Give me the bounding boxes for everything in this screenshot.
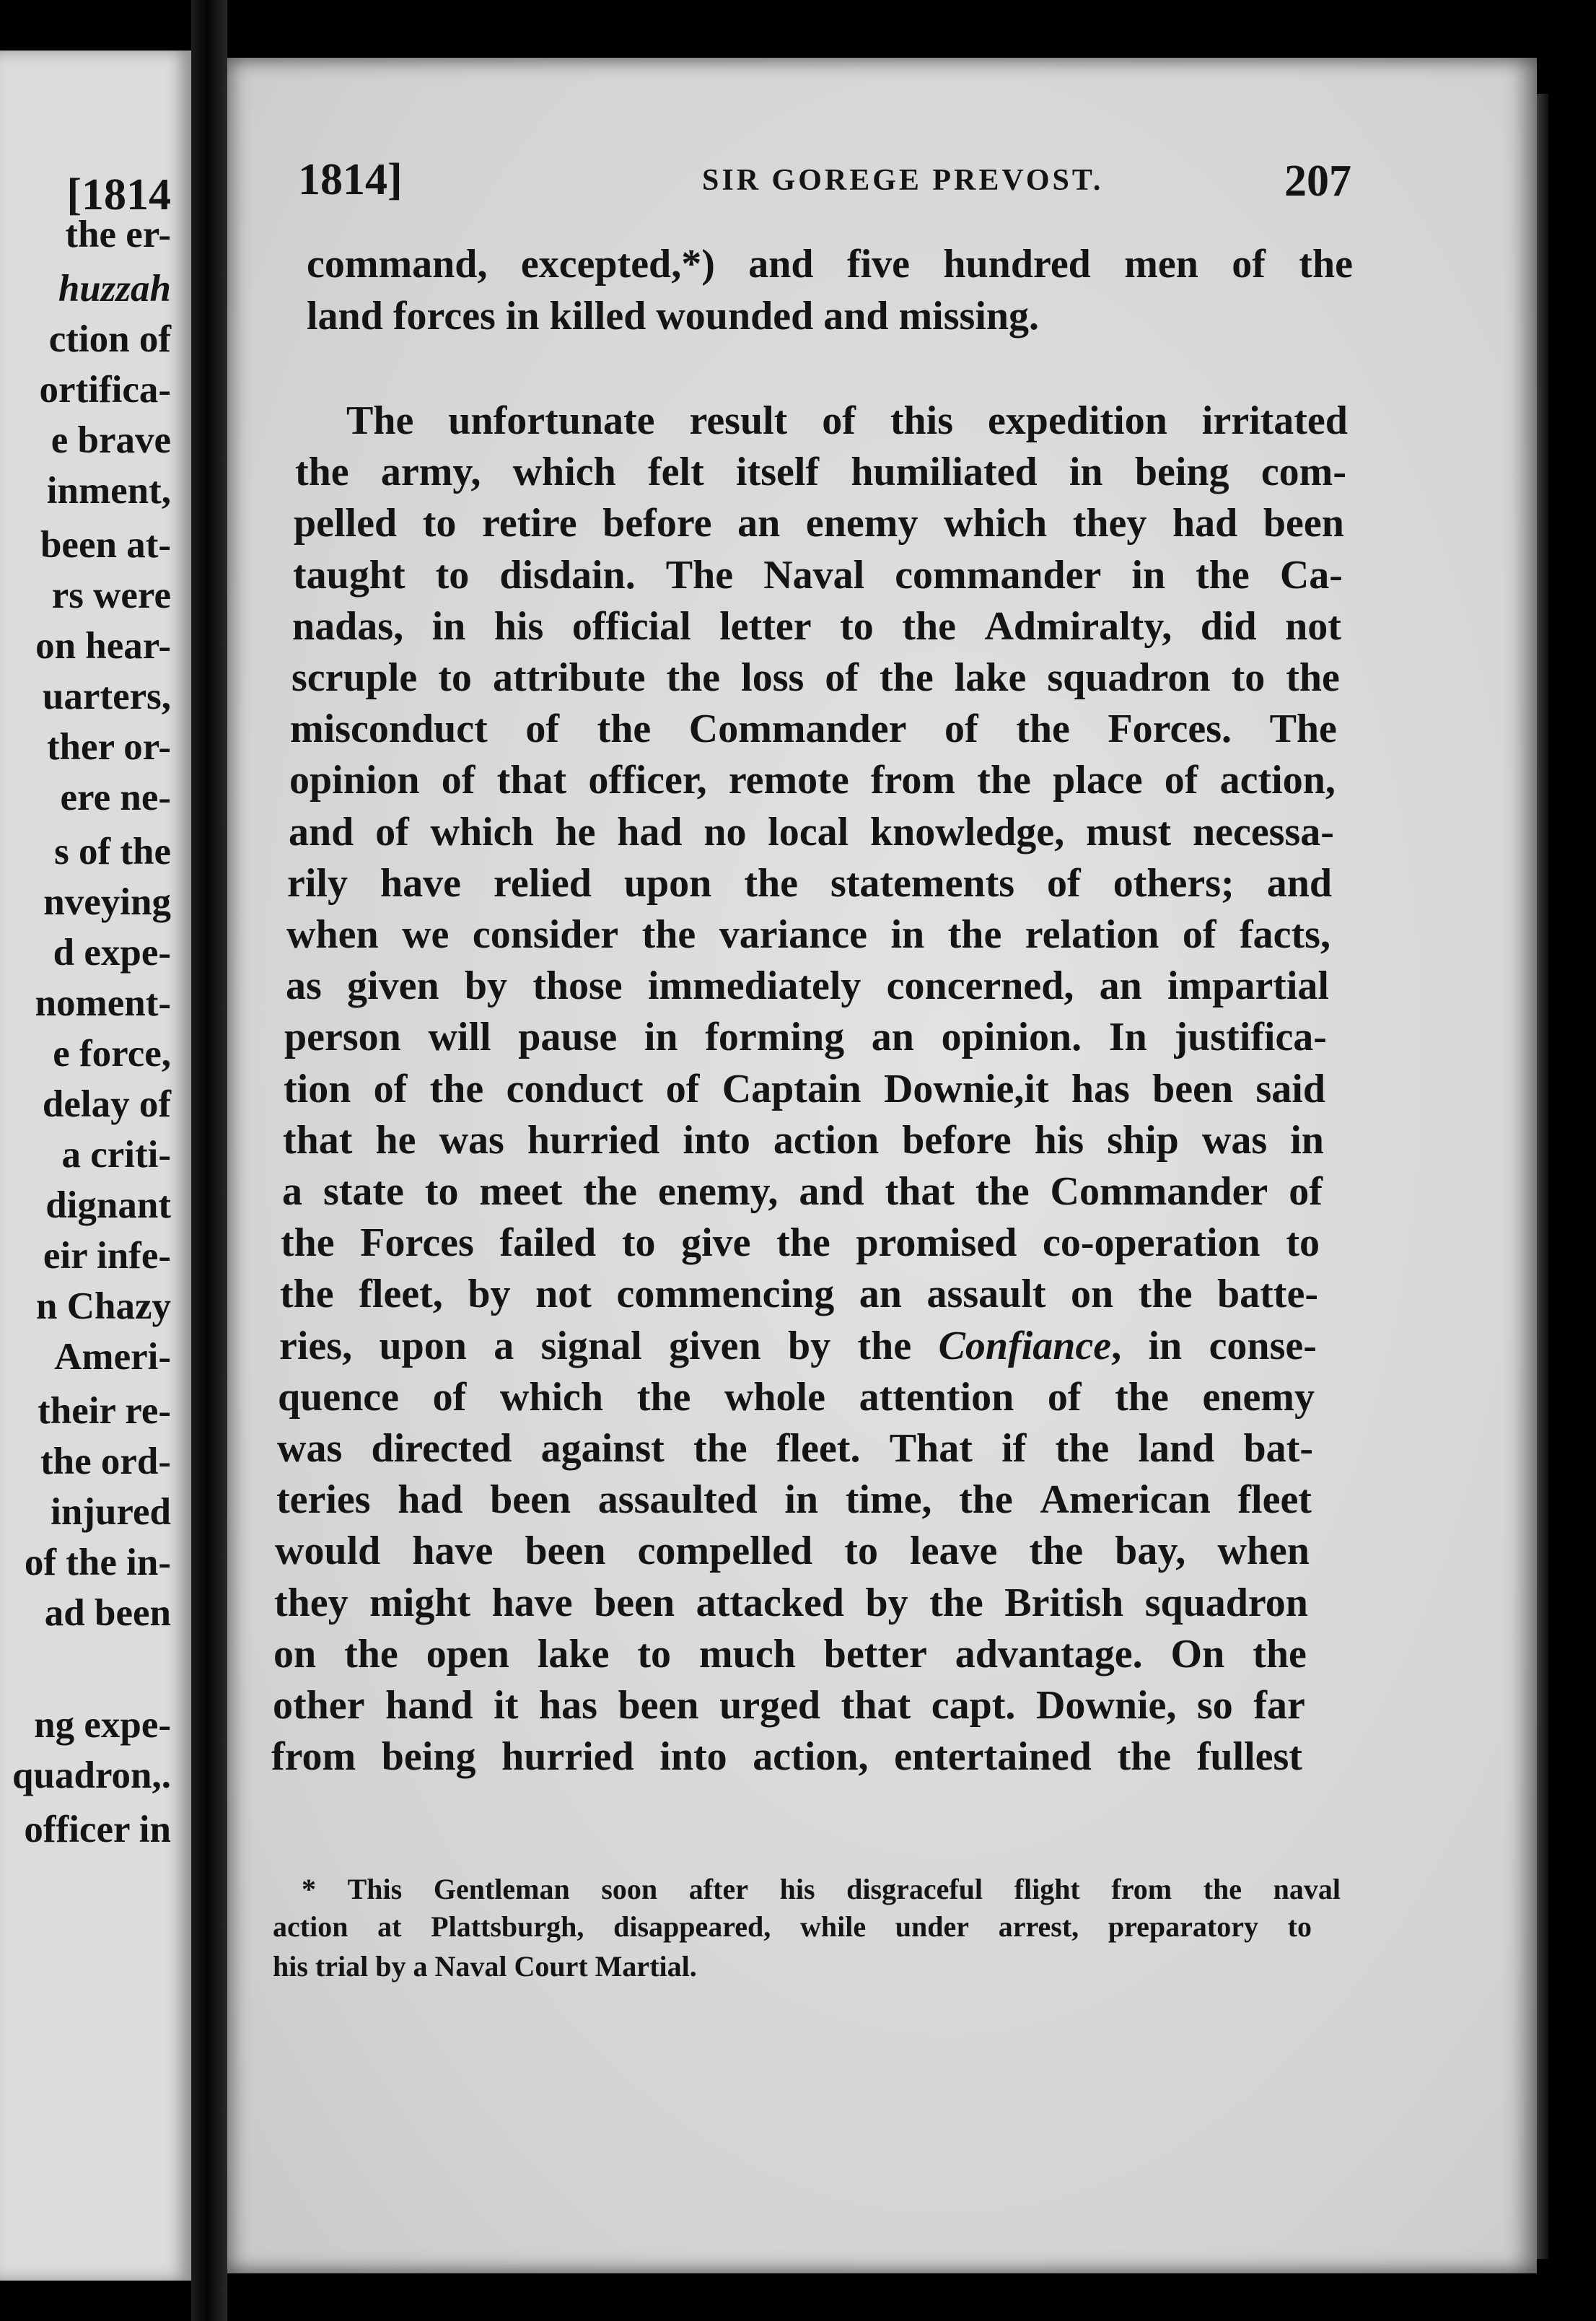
book-page bbox=[227, 58, 1537, 2273]
body-line: the Forces failed to give the promised co-operation to bbox=[281, 1220, 1320, 1265]
previous-page-line: their re- bbox=[38, 1390, 171, 1432]
body-line: teries had been assaulted in time, the American fleet bbox=[276, 1477, 1312, 1522]
previous-page-line: Ameri- bbox=[54, 1336, 171, 1378]
previous-page-line: e brave bbox=[51, 419, 171, 461]
previous-page-line: huzzah bbox=[58, 268, 171, 310]
page-header bbox=[298, 154, 1351, 219]
body-line: tion of the conduct of Captain Downie,it has been said bbox=[284, 1067, 1325, 1111]
body-line: scruple to attribute the loss of the lake squadron to the bbox=[291, 655, 1340, 700]
previous-page-line: ad been bbox=[44, 1592, 171, 1634]
header-year: 1814] bbox=[298, 155, 403, 204]
previous-page-line: ction of bbox=[48, 318, 171, 360]
body-line: rily have relied upon the statements of others; and bbox=[287, 861, 1332, 906]
previous-page-line: n Chazy bbox=[35, 1285, 171, 1327]
body-line: pelled to retire before an enemy which they had been bbox=[294, 501, 1344, 546]
previous-page-line: inment, bbox=[46, 470, 171, 512]
previous-page-line: officer in bbox=[24, 1809, 171, 1850]
body-line: when we consider the variance in the relation of facts, bbox=[286, 912, 1330, 957]
body-line: a state to meet the enemy, and that the Commander of bbox=[282, 1169, 1323, 1214]
body-line: that he was hurried into action before his ship was in bbox=[283, 1118, 1324, 1163]
previous-page-line: ng expe- bbox=[34, 1704, 171, 1746]
footnote-line: * This Gentleman soon after his disgraceful flight from the naval bbox=[302, 1873, 1341, 1905]
book-gutter bbox=[191, 0, 227, 2321]
body-line: misconduct of the Commander of the Forces. The bbox=[290, 707, 1337, 751]
footnote-line: action at Plattsburgh, disappeared, while under arrest, preparatory to bbox=[273, 1910, 1312, 1943]
previous-page-header: [1814 bbox=[66, 170, 171, 219]
previous-page-line: ther or- bbox=[46, 726, 171, 768]
previous-page-line: delay of bbox=[42, 1083, 171, 1125]
body-line: the fleet, by not commencing an assault on the batte- bbox=[280, 1272, 1318, 1316]
body-line: land forces in killed wounded and missing. bbox=[307, 294, 1040, 338]
previous-page-line: rs were bbox=[51, 574, 171, 616]
previous-page-line: ortifica- bbox=[39, 369, 171, 411]
body-line: the army, which felt itself humiliated in being com- bbox=[295, 450, 1346, 494]
previous-page-line: the ord- bbox=[40, 1441, 171, 1482]
body-line: The unfortunate result of this expedition irritated bbox=[346, 398, 1348, 443]
previous-page-line: the er- bbox=[65, 214, 171, 255]
body-line: opinion of that officer, remote from the place of action, bbox=[289, 758, 1336, 803]
body-line: and of which he had no local knowledge, must necessa- bbox=[289, 810, 1334, 854]
previous-page-line: been at- bbox=[40, 524, 171, 566]
previous-page-line: injured bbox=[51, 1491, 171, 1533]
body-line: quence of which the whole attention of the enemy bbox=[278, 1375, 1315, 1420]
previous-page-line: e force, bbox=[53, 1033, 171, 1075]
body-line: taught to disdain. The Naval commander in the Ca- bbox=[293, 553, 1343, 598]
previous-page-line: ere ne- bbox=[60, 777, 171, 818]
page-number: 207 bbox=[1284, 157, 1351, 206]
previous-page-line: nveying bbox=[43, 881, 171, 923]
body-line: ries, upon a signal given by the Confiance, in conse- bbox=[279, 1324, 1317, 1368]
body-line: other hand it has been urged that capt. Downie, so far bbox=[273, 1683, 1305, 1728]
body-line: would have been compelled to leave the bay, when bbox=[275, 1529, 1310, 1573]
previous-page-line: quadron,. bbox=[12, 1754, 171, 1796]
previous-page-fragment bbox=[0, 51, 191, 2281]
footnote-line: his trial by a Naval Court Martial. bbox=[273, 1950, 697, 1983]
body-line: on the open lake to much better advantage. On the bbox=[273, 1632, 1307, 1677]
body-line: command, excepted,*) and five hundred men of the bbox=[307, 242, 1353, 287]
previous-page-line: eir infe- bbox=[43, 1235, 171, 1277]
previous-page-line: dignant bbox=[45, 1184, 171, 1226]
previous-page-line: noment- bbox=[35, 982, 171, 1024]
previous-page-line: of the in- bbox=[24, 1542, 171, 1583]
previous-page-line: s of the bbox=[54, 831, 171, 873]
body-line: from being hurried into action, entertained the fullest bbox=[271, 1734, 1302, 1779]
body-line: as given by those immediately concerned, an impartial bbox=[286, 963, 1329, 1008]
body-line: they might have been attacked by the British squadron bbox=[274, 1581, 1308, 1625]
body-line: person will pause in forming an opinion. In justifica- bbox=[284, 1015, 1327, 1059]
body-line: was directed against the fleet. That if the land bat- bbox=[277, 1426, 1313, 1471]
previous-page-line: a criti- bbox=[61, 1134, 171, 1176]
running-title: SIR GOREGE PREVOST. bbox=[702, 164, 1104, 197]
previous-page-line: d expe- bbox=[53, 932, 171, 974]
previous-page-line: on hear- bbox=[35, 625, 171, 667]
page-edge bbox=[1537, 94, 1548, 2259]
body-line: nadas, in his official letter to the Admiralty, did not bbox=[292, 604, 1341, 649]
previous-page-line: uarters, bbox=[42, 676, 171, 717]
